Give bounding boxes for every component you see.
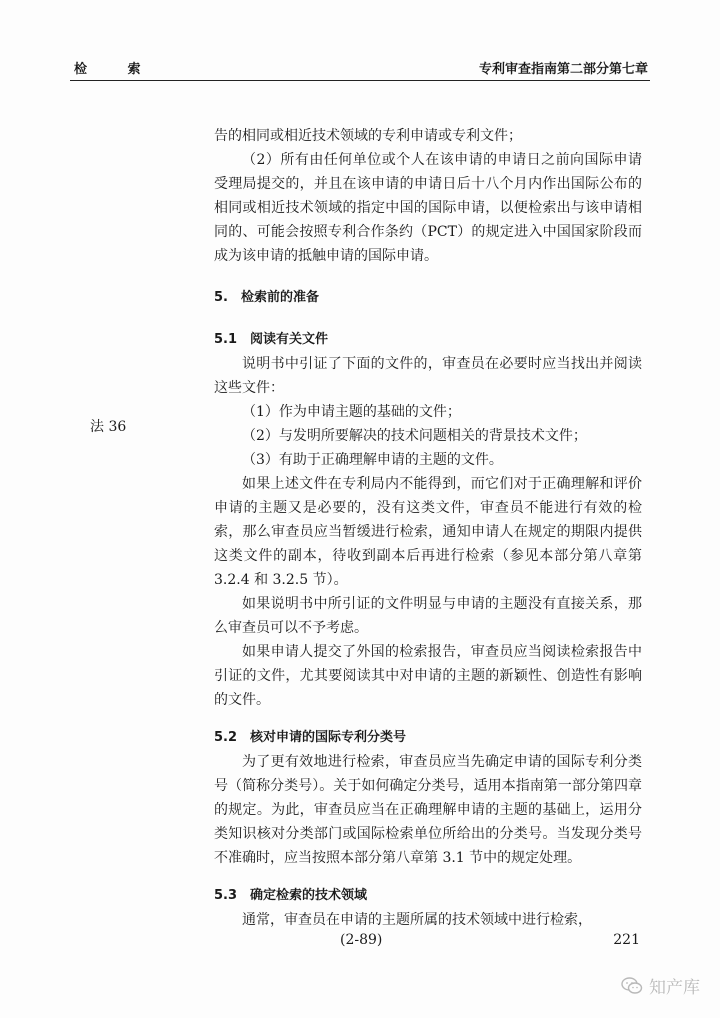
page-header (0, 0, 720, 80)
document-body (214, 124, 642, 932)
paragraph: （2）所有由任何单位或个人在该申请的申请日之前向国际申请受理局提交的，并且在该申请的申请日后十八个月内作出国际公布的相同或相近技术领域的指定中国的国际申请，以便检索出与该申请相同的、可能会按照专利合作条约（PCT）的规定进入中国国家阶段而成为该申请的抵触申请的国际申请。 (214, 152, 642, 264)
footer-page-number: 221 (613, 932, 640, 948)
footer-section-page: (2-89) (340, 932, 383, 948)
section-heading-5-3: 5.3 确定检索的技术领域 (214, 888, 368, 903)
header-chapter-title: 专利审查指南第二部分第七章 (478, 62, 648, 77)
paragraph: 如果说明书中所引证的文件明显与申请的主题没有直接关系，那么审查员可以不予考虑。 (214, 596, 642, 636)
watermark (621, 973, 700, 998)
paragraph: 告的相同或相近技术领域的专利申请或专利文件； (214, 128, 522, 144)
paragraph: 如果上述文件在专利局内不能得到，而它们对于正确理解和评价申请的主题又是必要的，没有这类文件，审查员不能进行有效的检索，那么审查员应当暂缓进行检索，通知申请人在规定的期限内提供这类文件的副本，待收到副本后再进行检索（参见本部分第八章第 3.2.4 和 3.2.5 节）。 (214, 476, 642, 588)
list-item: （2）与发明所要解决的技术问题相关的背景技术文件； (242, 428, 587, 444)
list-item: （1）作为申请主题的基础的文件； (242, 404, 461, 420)
header-section-title: 检 索 (74, 62, 159, 77)
paragraph: 为了更有效地进行检索，审查员应当先确定申请的国际专利分类号（简称分类号）。关于如何确定分类号，适用本指南第一部分第四章的规定。为此，审查员应当在正确理解申请的主题的基础上，运用分类知识核对分类部门或国际检索单位所给出的分类号。当发现分类号不准确时，应当按照本部分第八章第 3.1 节中的规定处理。 (214, 754, 642, 866)
watermark-text: 知产库 (649, 978, 700, 998)
section-heading-5-1: 5.1 阅读有关文件 (214, 332, 329, 347)
paragraph: 通常，审查员在申请的主题所属的技术领域中进行检索， (242, 912, 592, 928)
paragraph: 如果申请人提交了外国的检索报告，审查员应当阅读检索报告中引证的文件，尤其要阅读其中对申请的主题的新颖性、创造性有影响的文件。 (214, 644, 642, 708)
header-rule (70, 80, 650, 81)
margin-note-law-reference: 法 36 (90, 419, 127, 435)
list-item: （3）有助于正确理解申请的主题的文件。 (242, 452, 503, 468)
section-heading-5: 5. 检索前的准备 (214, 290, 319, 305)
wechat-icon (621, 977, 643, 995)
paragraph: 说明书中引证了下面的文件的，审查员在必要时应当找出并阅读这些文件： (214, 356, 642, 396)
section-heading-5-2: 5.2 核对申请的国际专利分类号 (214, 730, 407, 745)
